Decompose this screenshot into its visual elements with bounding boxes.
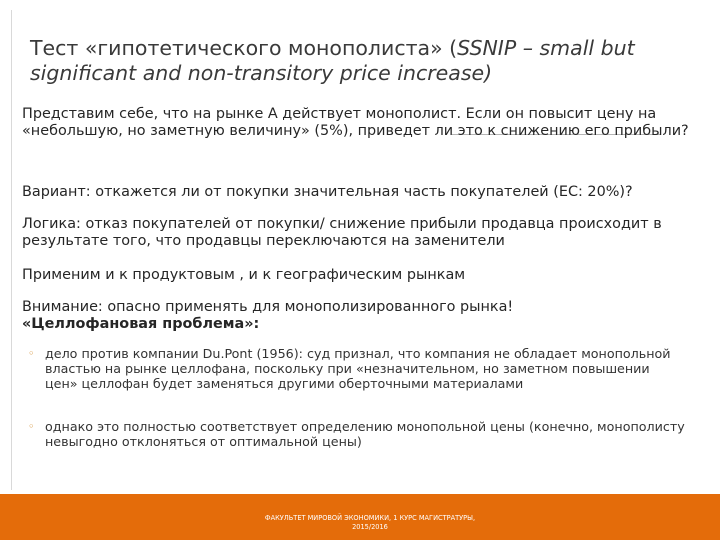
bullet-marker: ◦	[28, 347, 35, 360]
bullet-marker: ◦	[28, 420, 35, 433]
title-text: Тест «гипотетического монополиста» (	[30, 36, 458, 60]
footer-line-1: ФАКУЛЬТЕТ МИРОВОЙ ЭКОНОМИКИ, 1 КУРС МАГИСТРАТУРЫ,	[264, 514, 476, 522]
footer-line-2: 2015/2016	[352, 523, 388, 531]
bullet-text: однако это полностью соответствует определению монопольной цены (конечно, монополисту невыгодно отклоняться от оптимальной цены)	[45, 419, 685, 450]
footer-caption	[200, 514, 540, 532]
title-italic-part2: significant and non-transitory price increase)	[30, 61, 493, 85]
paragraph-apply: Применим и к продуктовым , и к географическим рынкам	[22, 267, 466, 283]
left-divider	[11, 10, 12, 490]
cellophane-heading: «Целлофановая проблема»:	[22, 315, 260, 332]
title-italic-part1: SSNIP – small but	[457, 36, 635, 60]
slide-title	[30, 36, 700, 86]
paragraph-warning	[22, 299, 702, 332]
paragraph-variant: Вариант: откажется ли от покупки значительная часть покупателей (ЕС: 20%)?	[22, 184, 633, 200]
paragraph-logic: Логика: отказ покупателей от покупки/ снижение прибыли продавца происходит в результате того, что продавцы переключаются на заменители	[22, 216, 662, 249]
warning-text: Внимание: опасно применять для монополизированного рынка!	[22, 299, 514, 315]
bullet-text: дело против компании Du.Pont (1956): суд признал, что компания не обладает монопольной властью на рынке целлофана, поскольку при «незначительном, но заметном повышении цен» целлофан будет заменяться другими оберточными материалами	[45, 346, 671, 392]
paragraph-monopolist: Представим себе, что на рынке А действует монополист. Если он повысит цену на «небольшую, но заметную величину» (5%), приведет ли это к снижению его прибыли?	[22, 106, 689, 139]
